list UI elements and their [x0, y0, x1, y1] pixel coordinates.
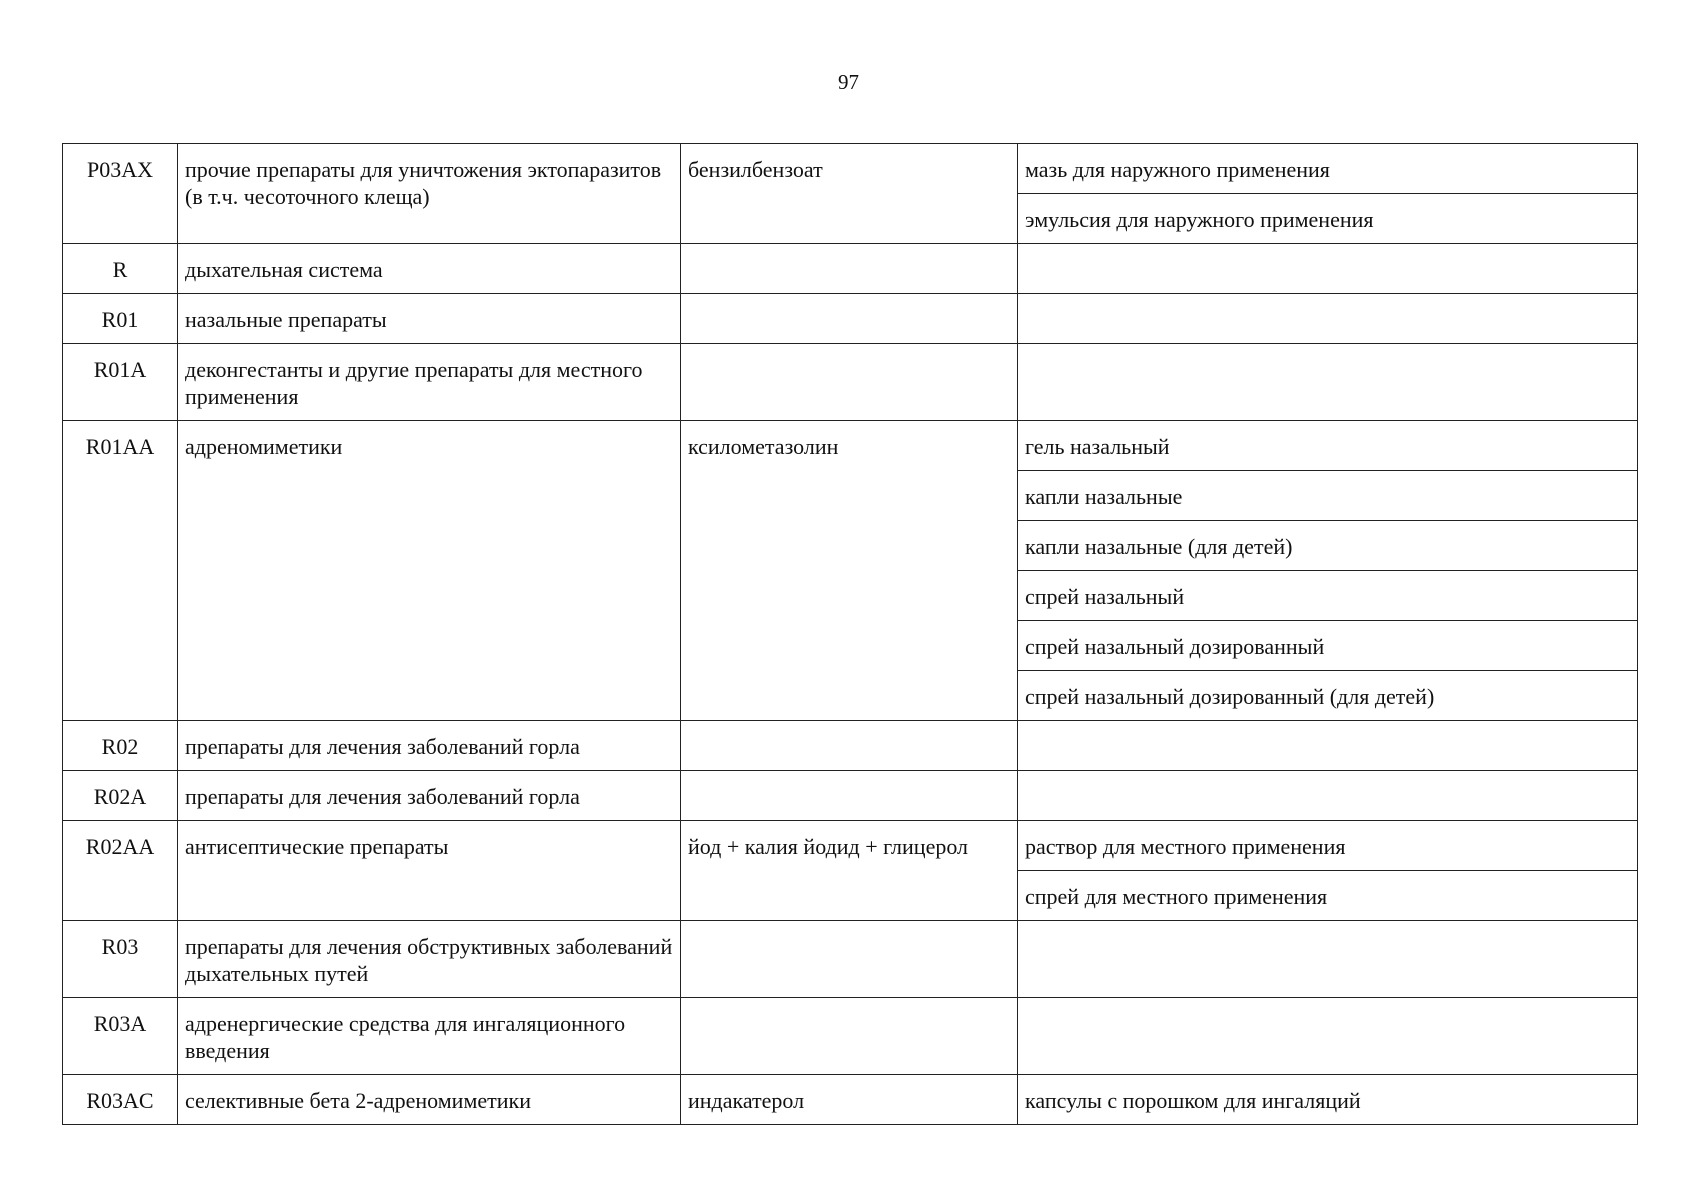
dosage-form-cell: капли назальные (для детей) [1018, 521, 1638, 571]
group-cell: антисептические препараты [178, 821, 681, 921]
substance-cell: индакатерол [681, 1075, 1018, 1125]
dosage-form-cell [1018, 998, 1638, 1075]
table-row [63, 771, 1638, 821]
group-cell: адренергические средства для ингаляционного введения [178, 998, 681, 1075]
dosage-form-cell [1018, 244, 1638, 294]
group-cell: прочие препараты для уничтожения эктопаразитов (в т.ч. чесоточного клеща) [178, 144, 681, 244]
substance-cell [681, 294, 1018, 344]
substance-cell [681, 771, 1018, 821]
table-row [63, 244, 1638, 294]
atc-code-cell: R02AA [63, 821, 178, 921]
substance-cell [681, 244, 1018, 294]
dosage-form-cell [1018, 921, 1638, 998]
table-row [63, 821, 1638, 871]
atc-code-cell: R02 [63, 721, 178, 771]
table-row [63, 344, 1638, 421]
dosage-form-cell [1018, 344, 1638, 421]
substance-cell [681, 721, 1018, 771]
dosage-form-cell [1018, 721, 1638, 771]
atc-code-cell: R01AA [63, 421, 178, 721]
atc-code-cell: R03 [63, 921, 178, 998]
dosage-form-cell [1018, 771, 1638, 821]
atc-code-cell: R03A [63, 998, 178, 1075]
group-cell: селективные бета 2-адреномиметики [178, 1075, 681, 1125]
substance-cell [681, 921, 1018, 998]
dosage-form-cell: эмульсия для наружного применения [1018, 194, 1638, 244]
table-row [63, 998, 1638, 1075]
dosage-form-cell: раствор для местного применения [1018, 821, 1638, 871]
group-cell: препараты для лечения заболеваний горла [178, 771, 681, 821]
dosage-form-cell: спрей для местного применения [1018, 871, 1638, 921]
atc-code-cell: R01A [63, 344, 178, 421]
dosage-form-cell [1018, 294, 1638, 344]
substance-cell: ксилометазолин [681, 421, 1018, 721]
atc-code-cell: R03AC [63, 1075, 178, 1125]
table-row [63, 421, 1638, 471]
atc-code-cell: R01 [63, 294, 178, 344]
table-row [63, 144, 1638, 194]
substance-cell [681, 998, 1018, 1075]
atc-code-cell: R [63, 244, 178, 294]
group-cell: дыхательная система [178, 244, 681, 294]
dosage-form-cell: спрей назальный дозированный (для детей) [1018, 671, 1638, 721]
dosage-form-cell: капсулы с порошком для ингаляций [1018, 1075, 1638, 1125]
table-row [63, 1075, 1638, 1125]
group-cell: деконгестанты и другие препараты для местного применения [178, 344, 681, 421]
substance-cell [681, 344, 1018, 421]
group-cell: назальные препараты [178, 294, 681, 344]
atc-code-cell: P03AX [63, 144, 178, 244]
table-row [63, 721, 1638, 771]
table-row [63, 294, 1638, 344]
atc-code-cell: R02A [63, 771, 178, 821]
dosage-form-cell: гель назальный [1018, 421, 1638, 471]
dosage-form-cell: спрей назальный [1018, 571, 1638, 621]
drug-table [62, 143, 1638, 1125]
substance-cell: бензилбензоат [681, 144, 1018, 244]
table-row [63, 921, 1638, 998]
group-cell: препараты для лечения заболеваний горла [178, 721, 681, 771]
dosage-form-cell: спрей назальный дозированный [1018, 621, 1638, 671]
substance-cell: йод + калия йодид + глицерол [681, 821, 1018, 921]
dosage-form-cell: капли назальные [1018, 471, 1638, 521]
dosage-form-cell: мазь для наружного применения [1018, 144, 1638, 194]
group-cell: адреномиметики [178, 421, 681, 721]
page-number: 97 [838, 70, 859, 94]
group-cell: препараты для лечения обструктивных заболеваний дыхательных путей [178, 921, 681, 998]
